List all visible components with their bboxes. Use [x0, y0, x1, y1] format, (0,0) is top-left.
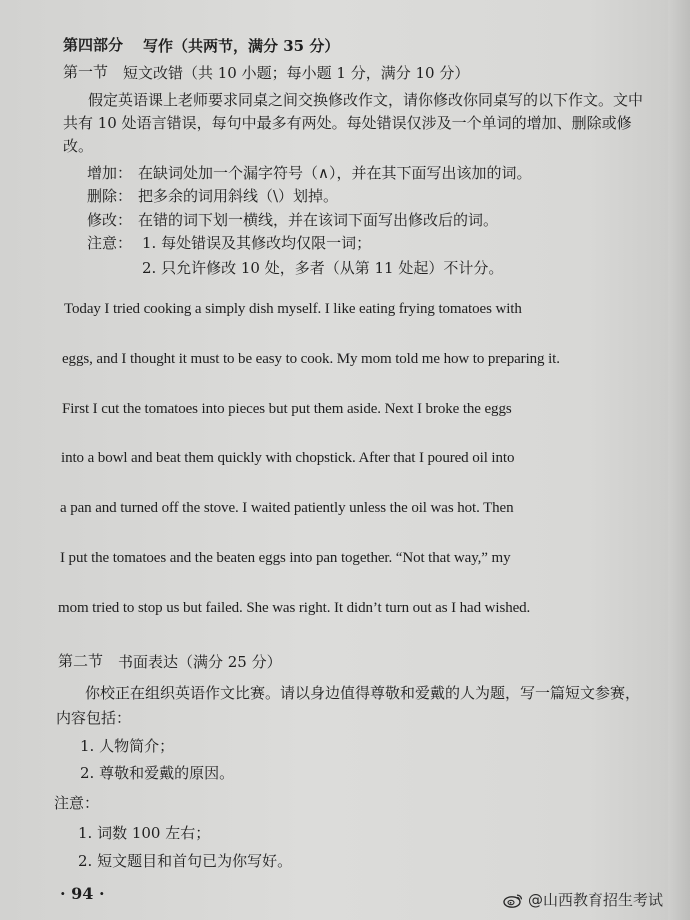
section1-intro-line: 共有 10 处语言错误，每句中最多有两处。每处错误仅涉及一个单词的增加、删除或修: [63, 114, 632, 132]
passage-line: a pan and turned off the stove. I waited patiently unless the oil was hot. Then: [60, 500, 514, 516]
page-number: · 94 ·: [60, 884, 105, 903]
section2-note: 1. 词数 100 左右；: [78, 824, 211, 842]
section2-item: 1. 人物简介；: [80, 737, 175, 755]
rule-modify-label: 修改：: [87, 211, 133, 229]
section2-note: 2. 短文题目和首句已为你写好。: [78, 852, 293, 870]
rule-modify-text: 在错的词下划一横线，并在该词下面写出修改后的词。: [138, 211, 499, 229]
section1-intro-line: 改。: [63, 137, 94, 155]
passage-line: Today I tried cooking a simply dish myself. I like eating frying tomatoes with: [64, 301, 522, 317]
watermark: [503, 890, 663, 910]
passage-line: eggs, and I thought it must to be easy to cook. My mom told me how to preparing it.: [62, 351, 560, 367]
weibo-icon: [503, 892, 523, 908]
section1-notes-label: 注意：: [87, 234, 133, 252]
section2-notes-label: 注意：: [54, 794, 100, 812]
section2-item: 2. 尊敬和爱戴的原因。: [80, 764, 235, 782]
rule-delete-label: 删除：: [87, 187, 133, 205]
section2-title: 书面表达（满分 25 分）: [118, 653, 282, 671]
section2-label: 第二节: [58, 652, 104, 670]
section1-note: 2. 只允许修改 10 处，多者（从第 11 处起）不计分。: [142, 259, 504, 277]
section1-label: 第一节: [63, 63, 109, 81]
section2-intro-line: 内容包括：: [56, 709, 132, 727]
passage-line: I put the tomatoes and the beaten eggs into pan together. “Not that way,” my: [60, 550, 511, 566]
section1-title: 短文改错（共 10 小题；每小题 1 分，满分 10 分）: [123, 64, 470, 82]
section2-intro-line: 你校正在组织英语作文比赛。请以身边值得尊敬和爱戴的人为题，写一篇短文参赛，: [85, 684, 641, 702]
passage-line: First I cut the tomatoes into pieces but put them aside. Next I broke the eggs: [62, 401, 512, 417]
passage-line: into a bowl and beat them quickly with chopstick. After that I poured oil into: [61, 450, 515, 466]
rule-delete-text: 把多余的词用斜线（\）划掉。: [138, 187, 339, 205]
page-edge-shadow: [668, 0, 690, 920]
watermark-text: @山西教育招生考试: [528, 891, 664, 909]
section1-intro-line: 假定英语课上老师要求同桌之间交换修改作文，请你修改你同桌写的以下作文。文中: [88, 91, 644, 109]
part-title: 写作（共两节，满分 35 分）: [143, 37, 340, 55]
passage-line: mom tried to stop us but failed. She was right. It didn’t turn out as I had wished.: [58, 600, 531, 616]
part-label: 第四部分: [63, 36, 124, 54]
rule-add-label: 增加：: [87, 164, 133, 182]
rule-add-text: 在缺词处加一个漏字符号（∧），并在其下面写出该加的词。: [138, 164, 532, 182]
section1-note: 1. 每处错误及其修改均仅限一词；: [142, 234, 372, 252]
